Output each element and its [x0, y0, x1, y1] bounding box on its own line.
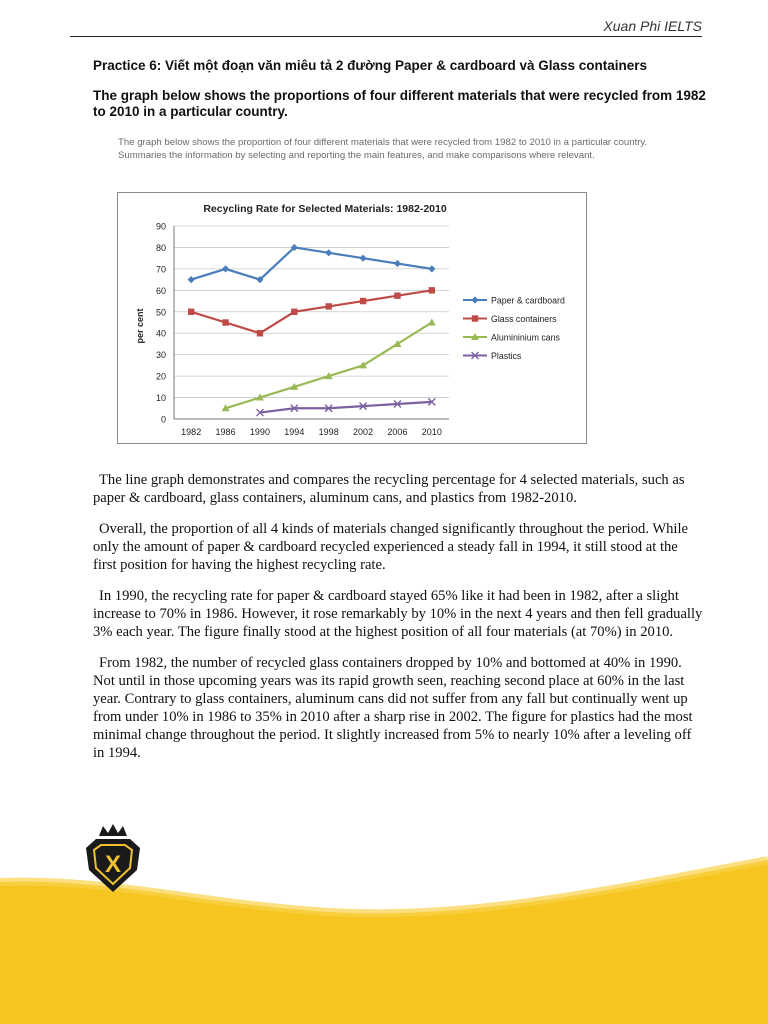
- legend-label-alumininium-cans: Alumininium cans: [491, 332, 560, 343]
- essay-paragraph-overview: Overall, the proportion of all 4 kinds of materials changed significantly throughout the period. While only the amount of paper & cardboard recycled experienced a steady fall in 1994, it still stood at the first position for having the highest recycling rate.: [93, 521, 689, 573]
- essay-body: [93, 471, 703, 775]
- data-point-glass-containers: [394, 292, 400, 298]
- data-point-glass-containers: [188, 309, 194, 315]
- x-tick-label: 2002: [353, 427, 374, 437]
- x-tick-label: 1990: [249, 427, 270, 437]
- essay-paragraph-intro: The line graph demonstrates and compares the recycling percentage for 4 selected materials, such as paper & cardboard, glass containers, aluminum cans, and plastics from 1982-2010.: [93, 472, 685, 506]
- x-tick-label: 1998: [318, 427, 339, 437]
- x-tick-label: 2010: [421, 427, 442, 437]
- y-tick-label: 20: [155, 371, 166, 382]
- legend-label-paper-cardboard: Paper & cardboard: [491, 295, 565, 306]
- essay-paragraph-paper: In 1990, the recycling rate for paper & cardboard stayed 65% like it had been in 1982, after a slight increase to 70% in 1986. However, it rose remarkably by 10% in the next 4 years and then fell gradually 3% each year. The figure finally stood at the highest position of all four materials (at 70%) in 2010.: [93, 588, 703, 640]
- x-tick-label: 2006: [387, 427, 408, 437]
- legend-label-plastics: Plastics: [491, 350, 522, 361]
- y-tick-label: 60: [155, 285, 166, 296]
- y-tick-label: 40: [155, 328, 166, 339]
- recycling-line-chart: [117, 192, 587, 444]
- y-axis-label: per cent: [135, 308, 145, 344]
- legend-label-glass-containers: Glass containers: [491, 313, 557, 324]
- x-tick-label: 1986: [215, 427, 236, 437]
- y-tick-label: 90: [155, 221, 166, 232]
- data-point-glass-containers: [325, 303, 331, 309]
- data-point-glass-containers: [257, 330, 263, 336]
- data-point-glass-containers: [429, 287, 435, 293]
- chart-title: Recycling Rate for Selected Materials: 1982-2010: [203, 203, 447, 215]
- chart-svg: [117, 192, 587, 444]
- y-tick-label: 70: [155, 264, 166, 275]
- data-point-glass-containers: [222, 319, 228, 325]
- prompt-line-2: Summaries the information by selecting and reporting the main features, and make comparisons where relevant.: [118, 150, 595, 161]
- data-point-glass-containers: [360, 298, 366, 304]
- logo-letter: X: [104, 851, 122, 878]
- practice-title: Practice 6: Viết một đoạn văn miêu tả 2 đường Paper & cardboard và Glass containers: [93, 58, 648, 73]
- essay-paragraph-glass: From 1982, the number of recycled glass containers dropped by 10% and bottomed at 40% in 1990. Not until in those upcoming years was its rapid growth seen, reaching second place at 60% in the last year. Contrary to glass containers, aluminum cans did not suffer from any fall but continually went up from under 10% in 1986 to 35% in 2010 after a sharp rise in 2002. The figure for plastics had the most minimal change throughout the period. It slightly increased from 5% to nearly 10% after a leveling off in 1994.: [93, 655, 693, 761]
- y-tick-label: 50: [155, 307, 166, 318]
- prompt-line-1: The graph below shows the proportion of four different materials that were recycled from 1982 to 2010 in a particular country.: [118, 137, 648, 148]
- x-tick-label: 1994: [284, 427, 305, 437]
- y-tick-label: 80: [155, 242, 166, 253]
- y-tick-label: 10: [155, 393, 166, 404]
- x-tick-label: 1982: [181, 427, 202, 437]
- task-intro: The graph below shows the proportions of four different materials that were recycled from 1982 to 2010 in a particular country.: [93, 88, 706, 119]
- footer-logo: [82, 824, 144, 894]
- y-tick-label: 0: [160, 414, 166, 425]
- legend-marker-glass-containers: [472, 315, 478, 321]
- data-point-glass-containers: [291, 309, 297, 315]
- task-prompt: [118, 136, 718, 162]
- logo-crown-icon: [99, 824, 127, 836]
- logo-shield-icon: [82, 824, 144, 894]
- header-brand: Xuan Phi IELTS: [603, 18, 702, 34]
- header-rule: [70, 36, 702, 37]
- y-tick-label: 30: [155, 350, 166, 361]
